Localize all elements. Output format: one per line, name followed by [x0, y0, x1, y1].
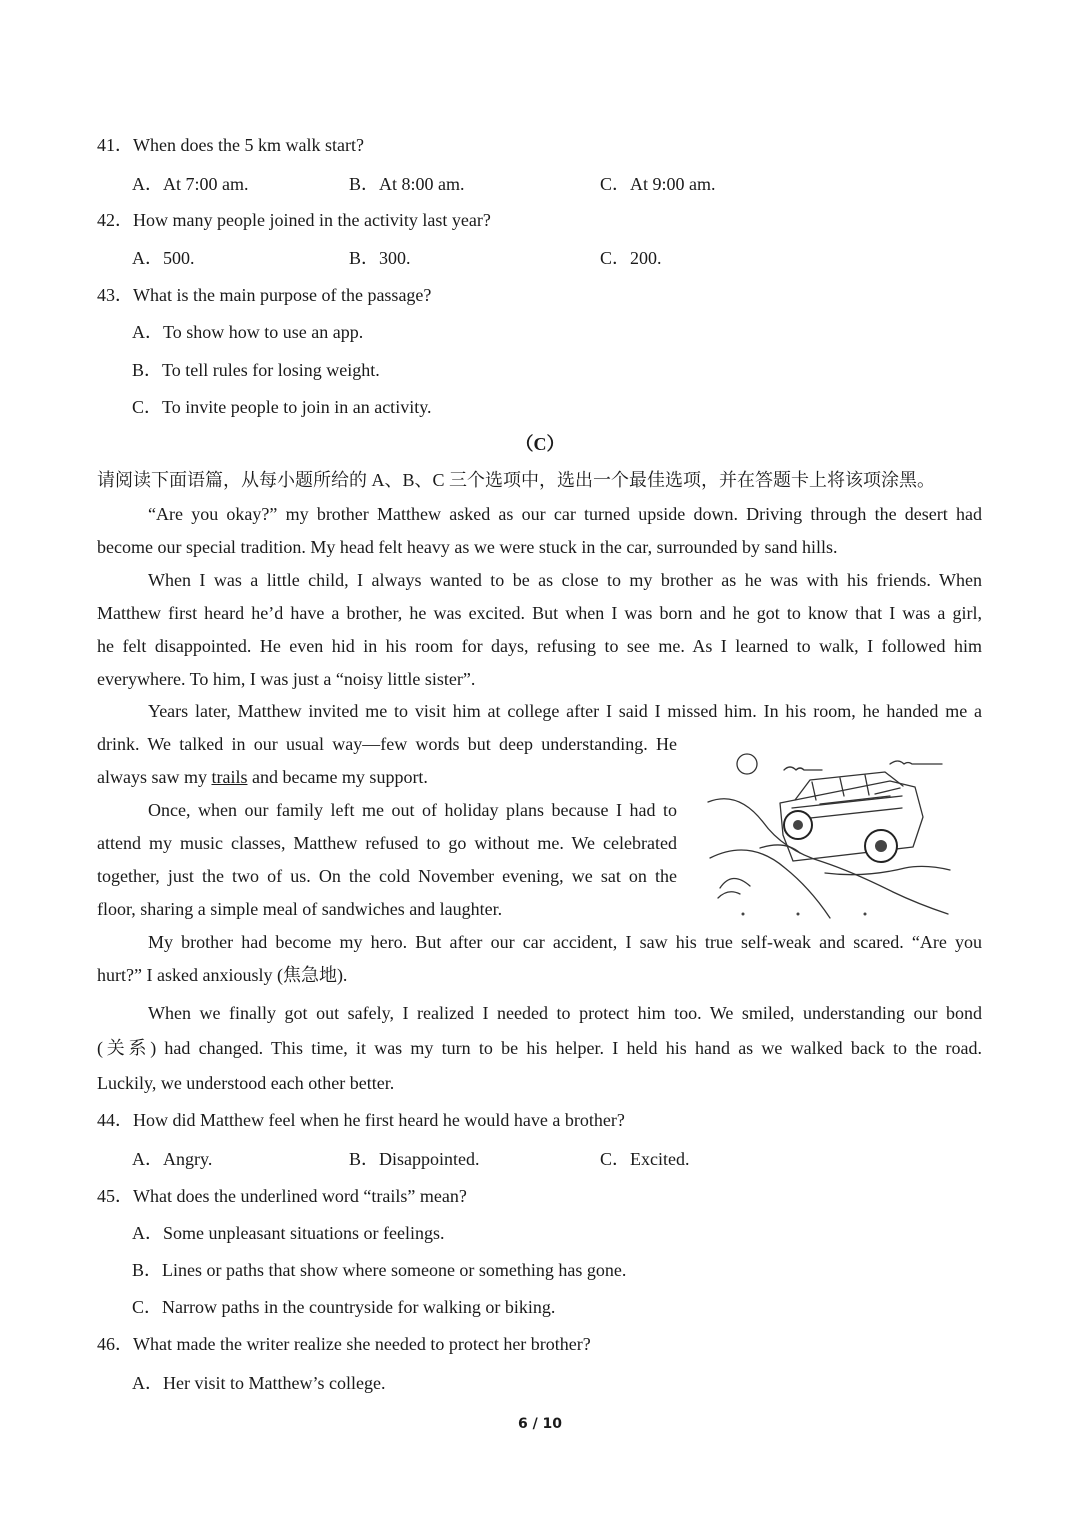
- q46-option-a: A．Her visit to Matthew’s college.: [132, 1373, 386, 1393]
- passage-paragraph-6: When we finally got out safely, I realized I needed to protect him too. We smiled, understanding our bond (关系) had changed. This time, it was my turn to be his helper. I held his hand as we walked back to the road. Luckily, we understood each other better.: [97, 1003, 982, 1093]
- passage-paragraph-3-wrap: drink. We talked in our usual way—few words but deep understanding. He always saw my trails and became my support.: [97, 734, 677, 787]
- q45-option-c: C．Narrow paths in the countryside for walking or biking.: [132, 1297, 556, 1317]
- q42-option-a: A．500.: [132, 248, 195, 268]
- page-number: 6 / 10: [517, 1416, 563, 1432]
- q44-option-a: A．Angry.: [132, 1149, 213, 1169]
- question-46: 46．What made the writer realize she needed to protect her brother?: [97, 1334, 591, 1354]
- passage-paragraph-3: Years later, Matthew invited me to visit him at college after I said I missed him. In his room, he handed me a: [148, 701, 982, 721]
- question-44: 44．How did Matthew feel when he first heard he would have a brother?: [97, 1110, 625, 1130]
- q41-option-b: B．At 8:00 am.: [349, 174, 465, 194]
- question-45: 45．What does the underlined word “trails” mean?: [97, 1186, 467, 1206]
- question-42: 42．How many people joined in the activity last year?: [97, 210, 491, 230]
- q45-option-b: B．Lines or paths that show where someone or something has gone.: [132, 1260, 627, 1280]
- off-road-car-in-desert-icon: [700, 748, 960, 920]
- q41-option-a: A．At 7:00 am.: [132, 174, 249, 194]
- question-41: 41．When does the 5 km walk start?: [97, 135, 364, 155]
- q43-option-b: B．To tell rules for losing weight.: [132, 360, 380, 380]
- q42-option-c: C．200.: [600, 248, 662, 268]
- passage-paragraph-4: Once, when our family left me out of holiday plans because I had to attend my music classes, Matthew refused to go without me. We celebrated together, just the two of us. On the cold November evening, we sat on the floor, sharing a simple meal of sandwiches and laughter.: [97, 800, 677, 919]
- question-43: 43．What is the main purpose of the passage?: [97, 285, 432, 305]
- q42-option-b: B．300.: [349, 248, 411, 268]
- q45-option-a: A．Some unpleasant situations or feelings.: [132, 1223, 445, 1243]
- q41-option-c: C．At 9:00 am.: [600, 174, 716, 194]
- passage-paragraph-5: My brother had become my hero. But after our car accident, I saw his true self-weak and scared. “Are you hurt?” I asked anxiously (焦急地).: [97, 932, 982, 985]
- q44-option-c: C．Excited.: [600, 1149, 690, 1169]
- q43-option-c: C．To invite people to join in an activity.: [132, 397, 432, 417]
- passage-paragraph-1: “Are you okay?” my brother Matthew asked as our car turned upside down. Driving through the desert had become our special tradition. My head felt heavy as we were stuck in the car, surrounded by sand hills.: [97, 504, 982, 557]
- passage-paragraph-2: When I was a little child, I always wanted to be as close to my brother as he was with his friends. When Matthew first heard he’d have a brother, he was excited. But when I was born and he got to know that I was a girl, he felt disappointed. He even hid in his room for days, refusing to see me. As I learned to walk, I followed him everywhere. To him, I was just a “noisy little sister”.: [97, 570, 982, 689]
- underlined-word-trails: trails: [211, 767, 248, 787]
- section-title: （C）: [515, 434, 565, 454]
- q44-option-b: B．Disappointed.: [349, 1149, 480, 1169]
- q43-option-a: A．To show how to use an app.: [132, 322, 364, 342]
- section-instruction: 请阅读下面语篇，从每小题所给的 A、B、C 三个选项中，选出一个最佳选项，并在答题卡上将该项涂黑。: [97, 470, 936, 490]
